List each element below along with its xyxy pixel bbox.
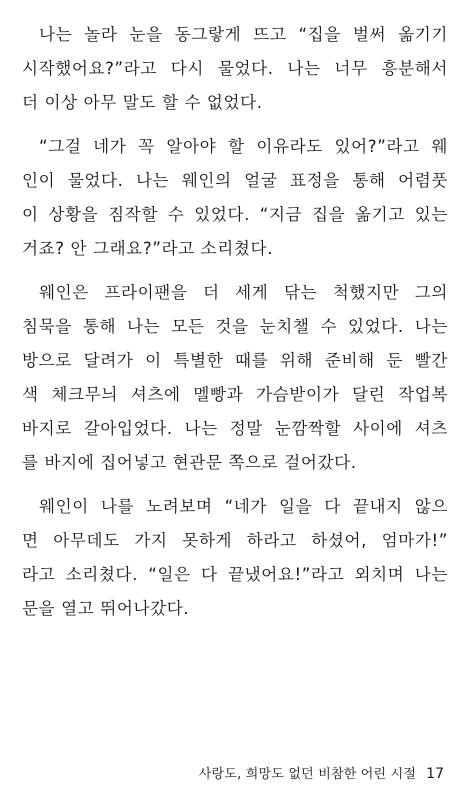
text-line: 침묵을 통해 나는 모든 것을 눈치챌 수 있었다. 나는 <box>22 317 448 336</box>
text-line: 를 바지에 집어넣고 현관문 쪽으로 걸어갔다. <box>22 453 357 472</box>
text-line: 바지로 갈아입었다. 나는 정말 눈깜짝할 사이에 셔츠 <box>22 419 448 438</box>
text-line: 웨인은 프라이팬을 더 세게 닦는 척했지만 그의 <box>39 283 448 302</box>
paragraph <box>22 18 448 120</box>
text-line: 웨인이 나를 노려보며 “네가 일을 다 끝내지 않으 <box>39 497 448 516</box>
text-line: 이 상황을 짐작할 수 있었다. “지금 집을 옮기고 있는 <box>22 205 448 224</box>
body-text <box>22 18 448 636</box>
text-line: 문을 열고 뛰어나갔다. <box>22 599 190 618</box>
text-line: 방으로 달려가 이 특별한 때를 위해 준비해 둔 빨간 <box>22 351 448 370</box>
text-line: 면 아무데도 가지 못하게 하라고 하셨어, 엄마가!” <box>22 531 448 550</box>
text-line: 거죠? 안 그래요?”라고 소리쳤다. <box>22 239 274 258</box>
text-line: 라고 소리쳤다. “일은 다 끝냈어요!”라고 외치며 나는 <box>22 565 448 584</box>
page-number: 17 <box>426 766 444 782</box>
paragraph <box>22 490 448 626</box>
paragraph <box>22 130 448 266</box>
text-line: 나는 놀라 눈을 동그랗게 뜨고 “집을 벌써 옮기기 <box>39 25 448 44</box>
running-footer <box>199 764 444 785</box>
paragraph <box>22 276 448 480</box>
text-line: 색 체크무늬 셔츠에 멜빵과 가슴받이가 달린 작업복 <box>22 385 448 404</box>
book-title: 사랑도, 희망도 없던 비참한 어린 시절 <box>198 767 417 782</box>
text-line: 인이 물었다. 나는 웨인의 얼굴 표정을 통해 어렴풋 <box>22 171 448 190</box>
text-line: “그걸 네가 꼭 알아야 할 이유라도 있어?”라고 웨 <box>39 137 448 156</box>
text-line: 더 이상 아무 말도 할 수 없었다. <box>22 93 263 112</box>
text-line: 시작했어요?”라고 다시 물었다. 나는 너무 흥분해서 <box>22 59 448 78</box>
